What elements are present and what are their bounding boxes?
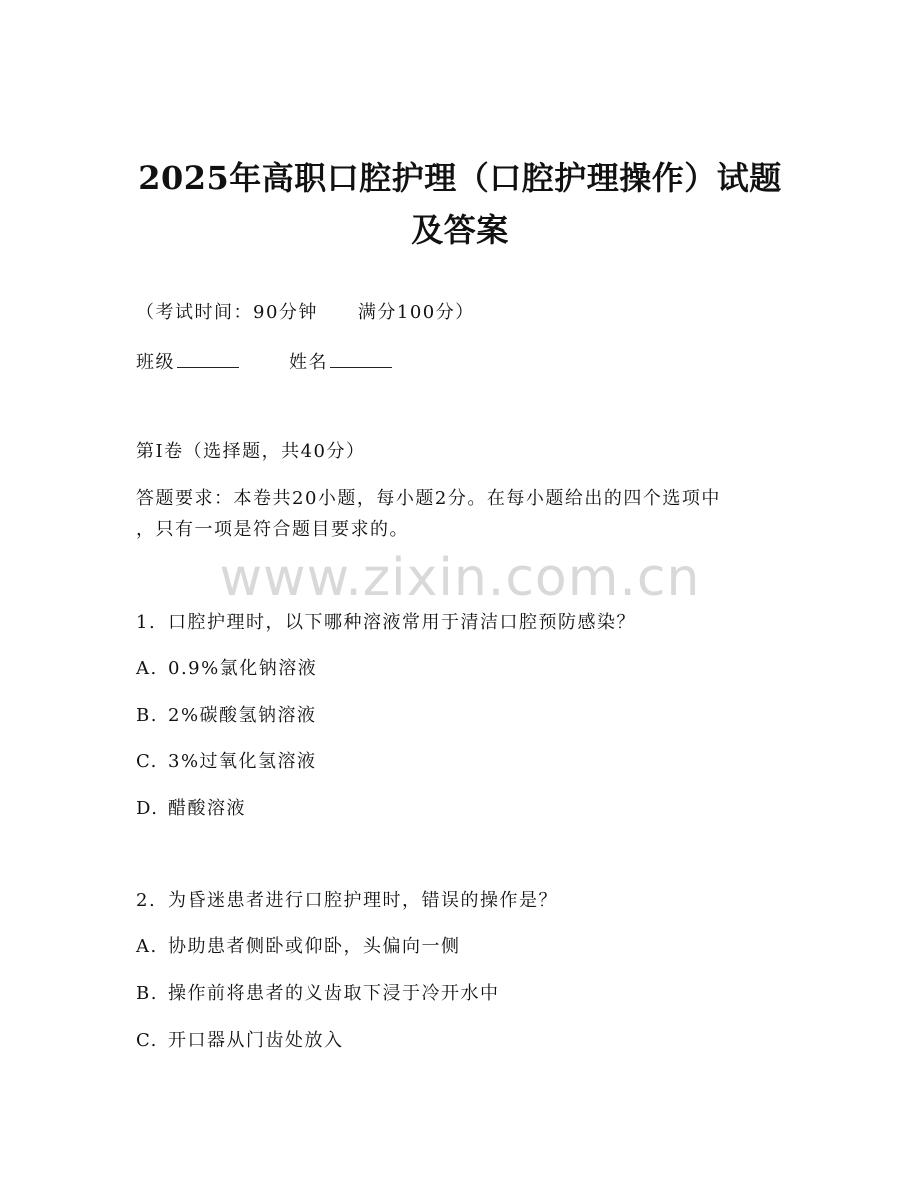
- question-text: 口腔护理时，以下哪种溶液常用于清洁口腔预防感染？: [168, 612, 636, 633]
- instructions-line-1: 答题要求：本卷共20小题，每小题2分。在每小题给出的四个选项中: [136, 488, 721, 509]
- question-1: [136, 611, 636, 635]
- option-label: D.: [136, 798, 159, 819]
- name-blank: [330, 349, 392, 368]
- document-title: [100, 152, 820, 256]
- option-label: A.: [136, 658, 158, 679]
- question-number: 1.: [136, 612, 157, 633]
- option-text: 0.9%氯化钠溶液: [168, 658, 318, 679]
- title-line-1: 2025年高职口腔护理（口腔护理操作）试题: [138, 159, 782, 197]
- question-number: 2.: [136, 890, 157, 911]
- question-2-option-b: [136, 982, 500, 1006]
- option-text: 开口器从门齿处放入: [168, 1030, 344, 1051]
- class-label: 班级: [136, 352, 175, 373]
- option-label: B.: [136, 705, 158, 726]
- question-1-option-d: [136, 797, 246, 821]
- option-text: 操作前将患者的义齿取下浸于冷开水中: [168, 983, 500, 1004]
- question-2-option-c: [136, 1029, 344, 1053]
- exam-time: （考试时间：90分钟: [136, 302, 318, 323]
- question-2: [136, 889, 558, 913]
- full-score: 满分100分）: [357, 302, 475, 323]
- option-text: 2%碳酸氢钠溶液: [168, 705, 317, 726]
- watermark: www.zixin.com.cn: [219, 548, 701, 608]
- title-line-2: 及答案: [411, 211, 509, 249]
- name-label: 姓名: [289, 352, 328, 373]
- option-text: 3%过氧化氢溶液: [168, 751, 317, 772]
- section-title: 第Ⅰ卷（选择题，共40分）: [136, 441, 366, 462]
- option-text: 醋酸溶液: [168, 798, 246, 819]
- option-label: C.: [136, 751, 158, 772]
- question-text: 为昏迷患者进行口腔护理时，错误的操作是？: [168, 890, 558, 911]
- option-label: B.: [136, 983, 158, 1004]
- question-1-option-a: [136, 657, 317, 681]
- question-1-option-b: [136, 704, 317, 728]
- option-text: 协助患者侧卧或仰卧，头偏向一侧: [168, 936, 461, 957]
- question-2-option-a: [136, 935, 461, 959]
- option-label: A.: [136, 936, 158, 957]
- class-blank: [177, 349, 239, 368]
- exam-meta: [136, 301, 475, 325]
- instructions-line-2: ，只有一项是符合题目要求的。: [136, 519, 409, 540]
- question-1-option-c: [136, 750, 317, 774]
- student-info: [136, 349, 392, 375]
- option-label: C.: [136, 1030, 158, 1051]
